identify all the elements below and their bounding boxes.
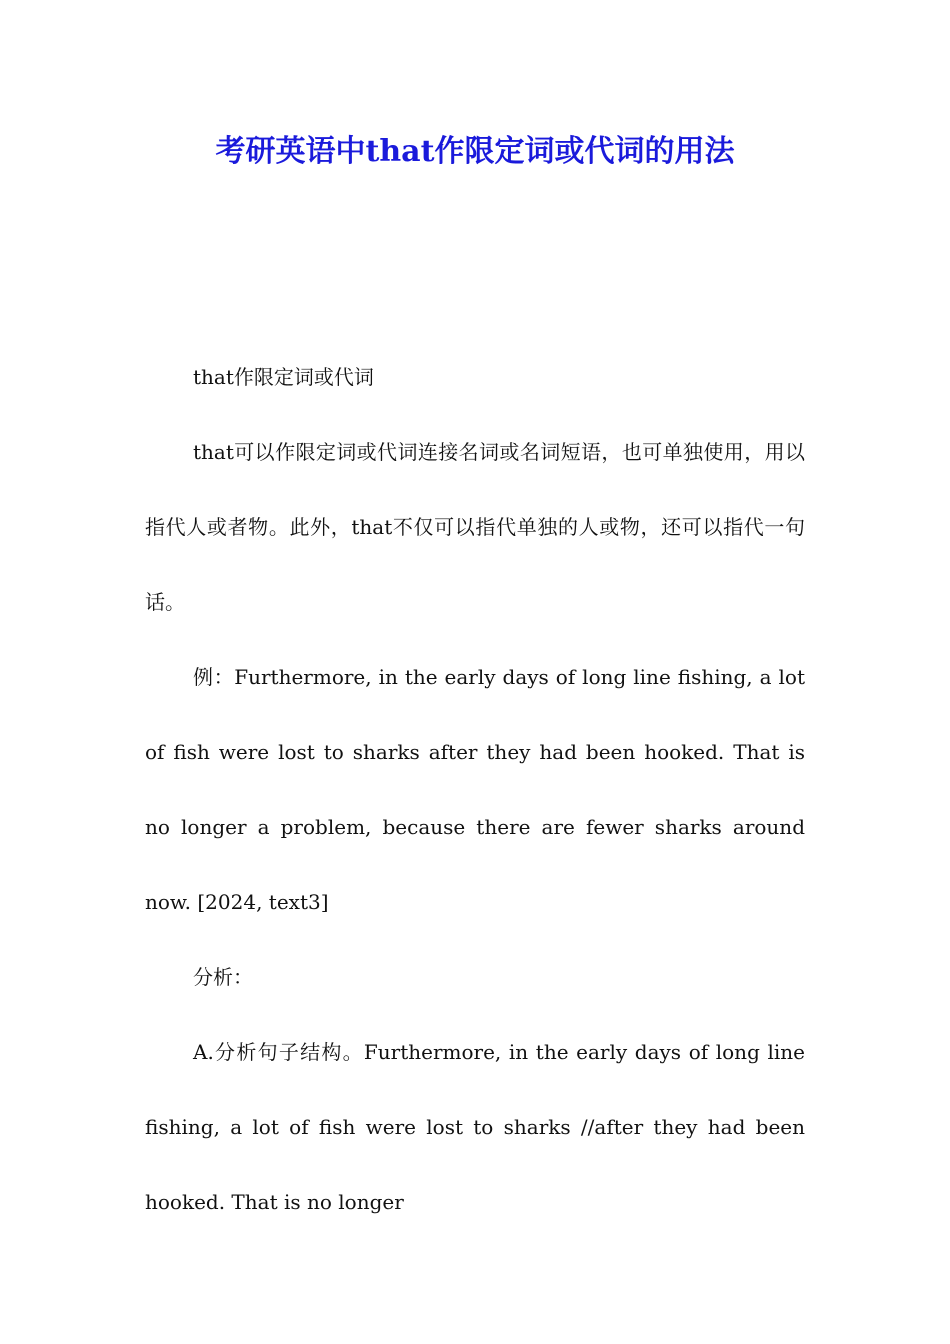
paragraph-intro: that可以作限定词或代词连接名词或名词短语，也可单独使用，用以指代人或者物。此外，that不仅可以指代单独的人或物，还可以指代一句话。	[145, 440, 805, 614]
document-title: 考研英语中that作限定词或代词的用法	[215, 134, 735, 169]
paragraph-example: 例：Furthermore, in the early days of long line fishing, a lot of fish were lost to sharks after they had been hooked. That is no longer a problem, because there are fewer sharks around now. [2024, text3]	[145, 665, 805, 914]
paragraph-analysis-label: 分析：	[193, 965, 253, 989]
section-heading: that作限定词或代词	[193, 365, 374, 389]
paragraph-analysis-a: A.分析句子结构。Furthermore, in the early days of long line fishing, a lot of fish were lost to sharks //after they had been hooked. That is no longer	[145, 1040, 805, 1214]
document-body	[145, 340, 805, 1240]
